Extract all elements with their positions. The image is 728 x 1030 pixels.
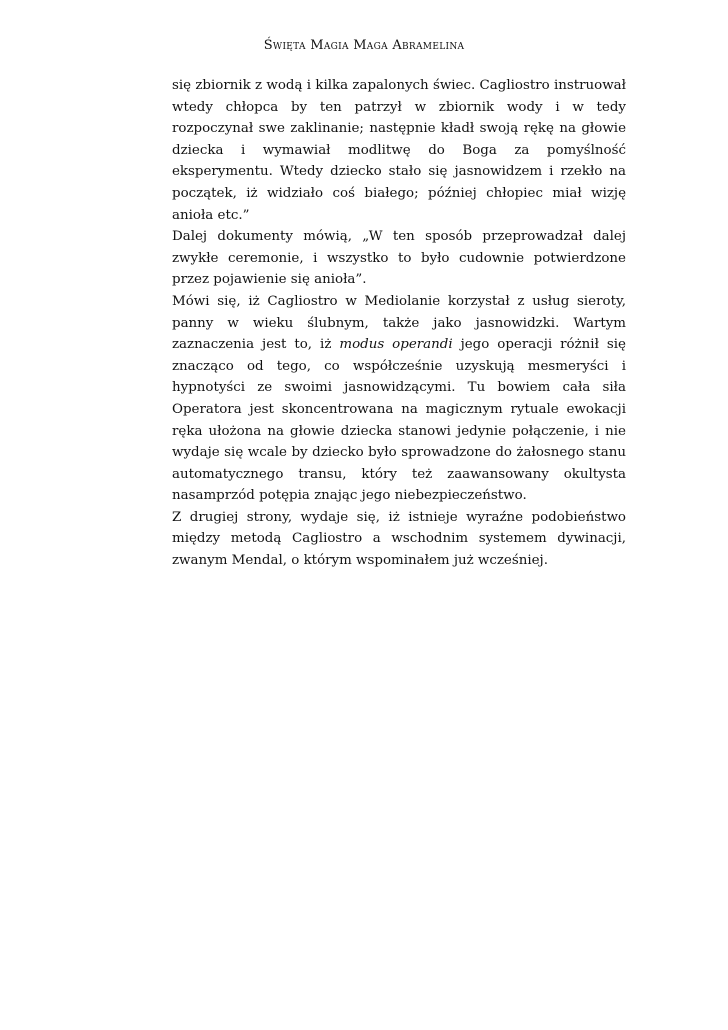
running-head: Święta Magia Maga Abramelina <box>263 38 465 53</box>
paragraph-3 <box>172 291 626 507</box>
paragraph-4: Z drugiej strony, wydaje się, iż istnieje wyraźne podobieństwo między metodą Cagliostro a wschodnim systemem dywinacji, zwanym Mendal, o którym wspominałem już wcześniej. <box>172 509 626 569</box>
paragraph-3-text-a: Mówi się, iż Cagliostro w Mediolanie korzystał z usług sieroty, panny w wieku ślubnym, także jako jasnowidzki. Wartym zaznaczenia jest to, iż <box>172 293 626 353</box>
paragraph-2: Dalej dokumenty mówią, „W ten sposób przeprowadzał dalej zwykłe ceremonie, i wszystko to było cudownie potwierdzone przez pojawienie się anioła”. <box>172 229 626 288</box>
paragraph-1: się zbiornik z wodą i kilka zapalonych świec. Cagliostro instruował wtedy chłopca by ten patrzył w zbiornik wody i w tedy rozpoczynał swe zaklinanie; następnie kładł swoją rękę na głowie dziecka i wymawiał modlitwę do Boga za pomyślność eksperymentu. Wtedy dziecko stało się jasnowidzem i rzekło na początek, iż widziało coś białego; później chłopiec miał wizję anioła etc.” <box>172 78 626 223</box>
latin-term-modus-operandi: modus operandi <box>339 337 453 353</box>
paragraph-3-text-b: jego operacji różnił się znacząco od tego, co współcześnie uzyskują mesmeryści i hypnotyści ze swoimi jasnowidzącymi. Tu bowiem cała siła Operatora jest skoncentrowana na magicznym rytuale ewokacji ręka ułożona na głowie dziecka stanowi jedynie połączenie, i nie wydaje się wcale by dziecko było sprowadzone do żałosnego stanu automatycznego transu, który też zaawansowany okultysta nasamprzód potępia znając jego niebezpieczeństwo. <box>172 337 626 504</box>
body-text <box>172 75 626 572</box>
